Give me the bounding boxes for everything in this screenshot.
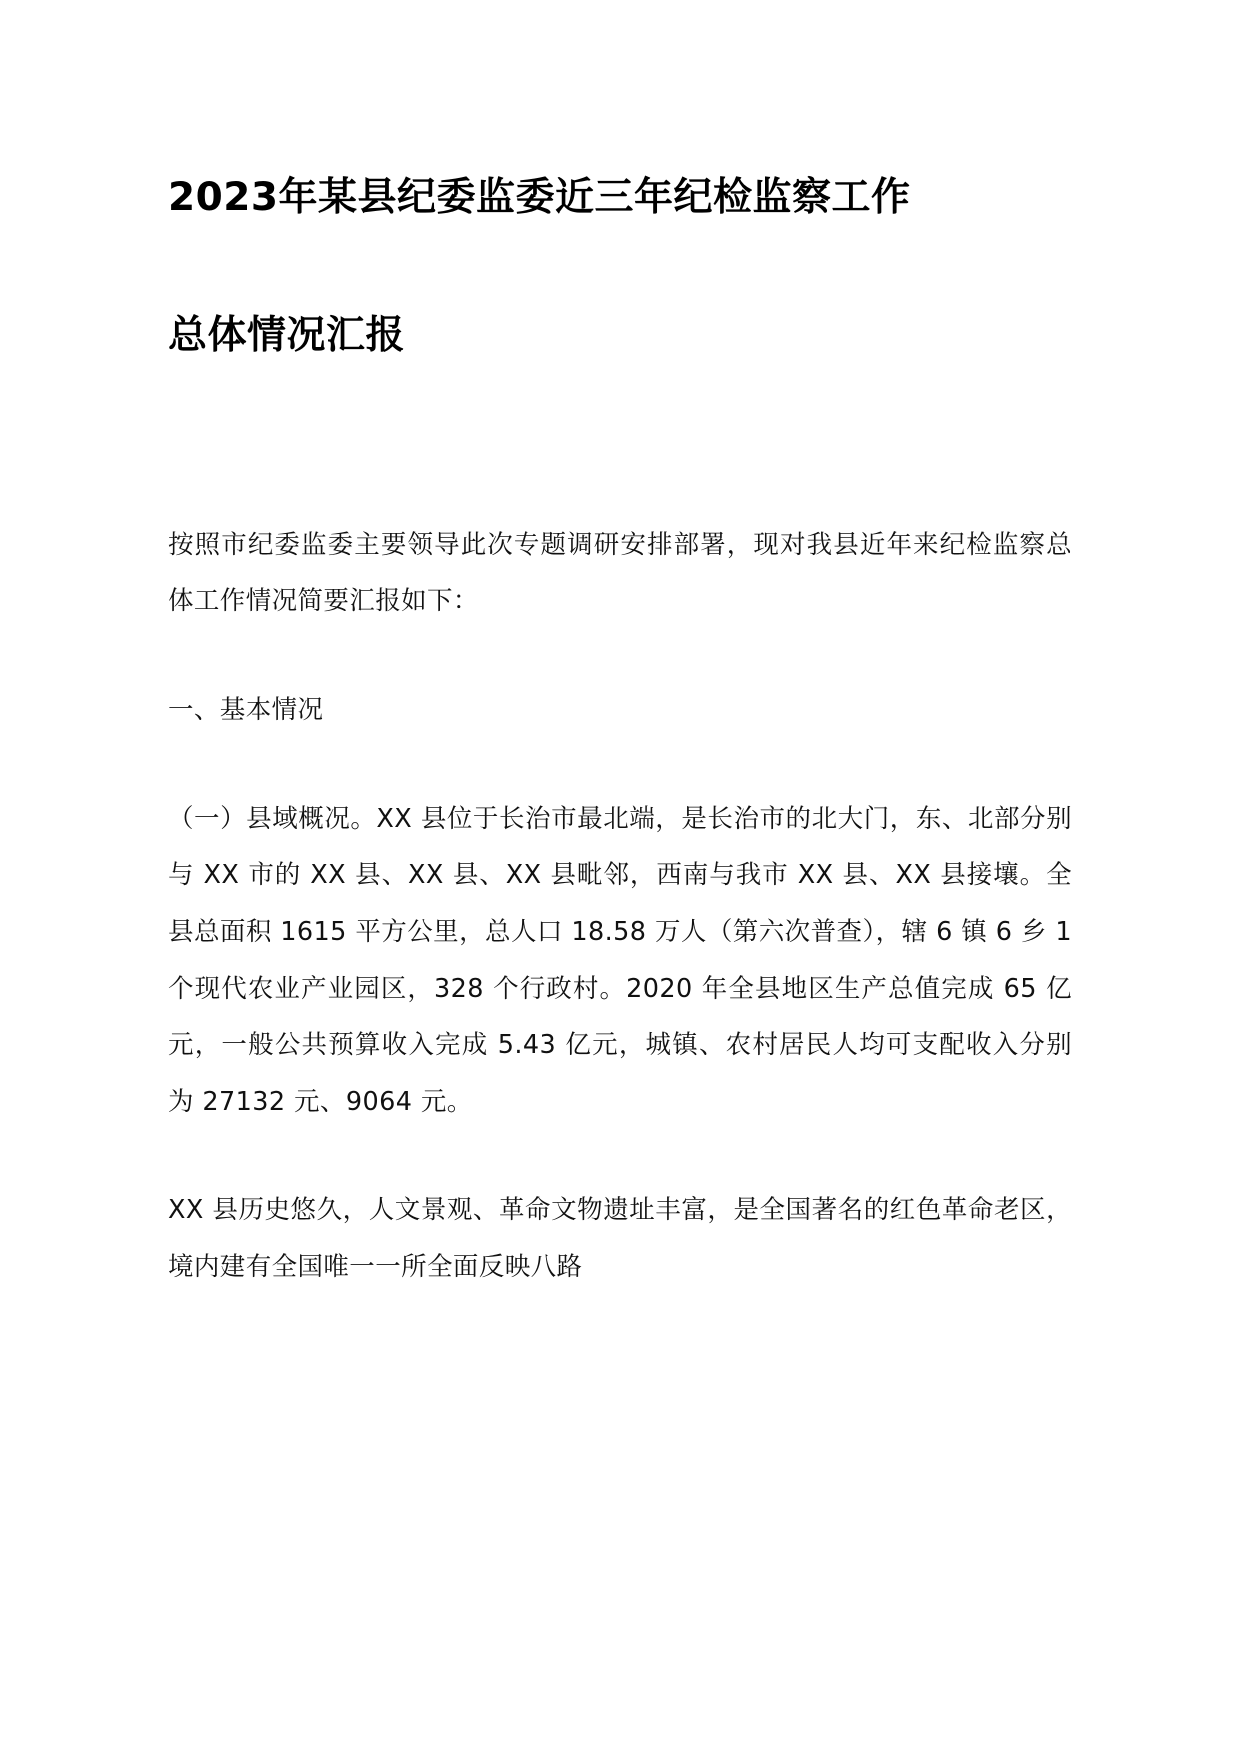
paragraph-county-history: XX 县历史悠久，人文景观、革命文物遗址丰富，是全国著名的红色革命老区，境内建有全国唯一一所全面反映八路 — [168, 1195, 1072, 1282]
page-title — [168, 0, 1072, 367]
title-line-2: 总体情况汇报 — [168, 313, 406, 359]
document-body — [168, 517, 1072, 1296]
paragraph-intro: 按照市纪委监委主要领导此次专题调研安排部署，现对我县近年来纪检监察总体工作情况简要汇报如下： — [168, 529, 1072, 617]
section-heading-1: 一、基本情况 — [168, 695, 324, 726]
title-line-1: 2023年某县纪委监委近三年纪检监察工作 — [168, 175, 911, 220]
paragraph-county-overview: （一）县域概况。XX 县位于长治市最北端，是长治市的北大门，东、北部分别与 XX 市的 XX 县、XX 县、XX 县毗邻，西南与我市 XX 县、XX 县接壤。全县总面积 1615 平方公里，总人口 18.58 万人（第六次普查），辖 6 镇 6 乡 1 个现代农业产业园区，328 个行政村。2020 年全县地区生产总值完成 65 亿元，一般公共预算收入完成 5.43 亿元，城镇、农村居民人均可支配收入分别为 27132 元、9064 元。 — [168, 803, 1072, 1117]
